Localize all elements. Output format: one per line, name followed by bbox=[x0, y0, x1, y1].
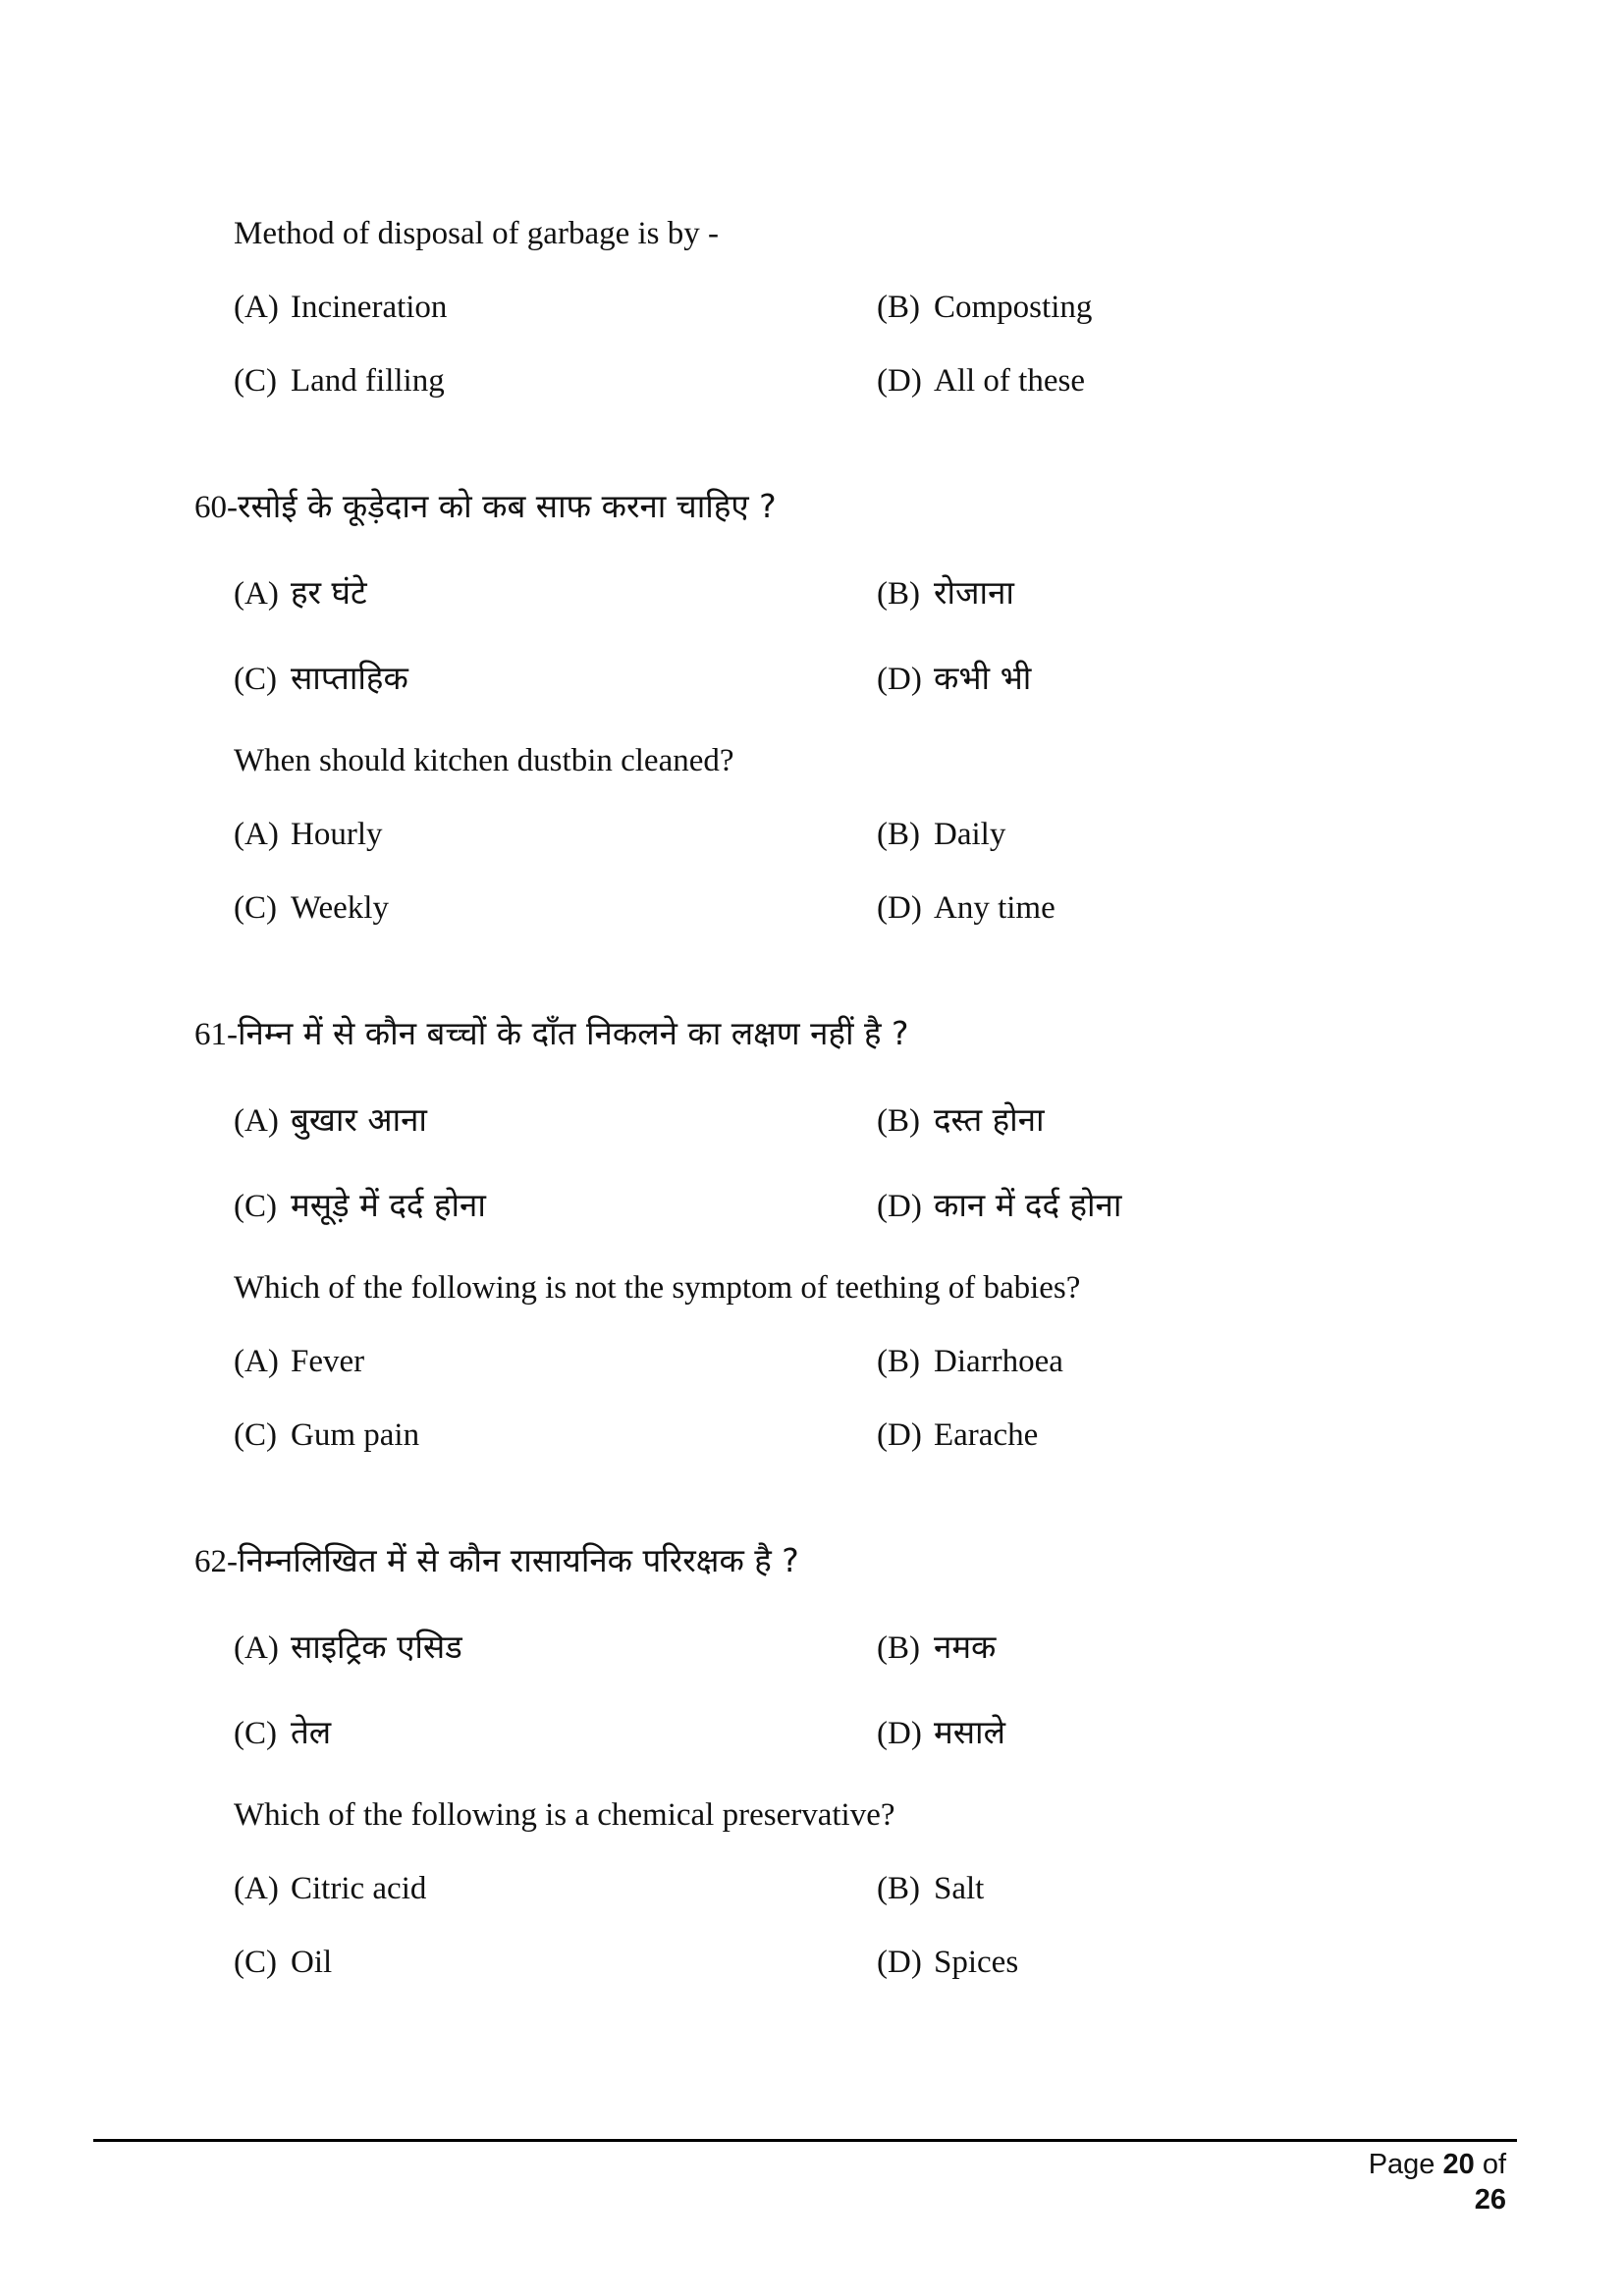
option-label: (B) bbox=[877, 1344, 920, 1379]
option-label: (C) bbox=[234, 890, 277, 926]
question-60-english-stem: When should kitchen dustbin cleaned? bbox=[234, 743, 734, 778]
option-text: मसूड़े में दर्द होना bbox=[291, 1186, 486, 1224]
option-label: (D) bbox=[877, 363, 922, 399]
q62-option-c-hindi bbox=[234, 1713, 331, 1753]
option-label: (C) bbox=[234, 1417, 277, 1453]
page-word: Page bbox=[1368, 2149, 1435, 2180]
option-text: Salt bbox=[934, 1871, 985, 1906]
question-62-hindi-stem bbox=[194, 1541, 799, 1581]
q62-option-d-hindi bbox=[877, 1713, 1005, 1753]
option-text: Weekly bbox=[291, 890, 389, 926]
question-59-english-stem: Method of disposal of garbage is by - bbox=[234, 216, 719, 251]
q62-option-d-english bbox=[877, 1943, 1018, 1982]
q60-option-a-english bbox=[234, 815, 383, 854]
option-label: (C) bbox=[234, 1189, 277, 1224]
q61-option-b-english bbox=[877, 1342, 1063, 1381]
q61-option-a-english bbox=[234, 1342, 364, 1381]
q61-option-d-hindi bbox=[877, 1186, 1121, 1226]
q60-option-d-hindi bbox=[877, 659, 1031, 699]
q60-option-d-english bbox=[877, 888, 1056, 928]
question-number: 61- bbox=[194, 1017, 238, 1052]
question-number: 60- bbox=[194, 490, 238, 525]
option-text: साइट्रिक एसिड bbox=[291, 1628, 462, 1666]
question-60-hindi-stem bbox=[194, 487, 777, 527]
option-text: बुखार आना bbox=[291, 1100, 427, 1139]
option-text: हर घंटे bbox=[291, 573, 367, 612]
question-text: निम्न में से कौन बच्चों के दाँत निकलने का लक्षण नहीं है ? bbox=[238, 1014, 909, 1052]
option-label: (A) bbox=[234, 1630, 279, 1666]
option-label: (A) bbox=[234, 576, 279, 612]
option-label: (D) bbox=[877, 662, 922, 697]
total-pages: 26 bbox=[1474, 2184, 1506, 2216]
q62-option-a-hindi bbox=[234, 1628, 462, 1668]
option-text: Daily bbox=[934, 817, 1006, 852]
option-label: (D) bbox=[877, 1716, 922, 1751]
option-text: Spices bbox=[934, 1945, 1019, 1980]
option-label: (A) bbox=[234, 1871, 279, 1906]
option-label: (B) bbox=[877, 1630, 920, 1666]
of-word: of bbox=[1482, 2149, 1506, 2180]
option-text: दस्त होना bbox=[934, 1100, 1045, 1139]
question-text: रसोई के कूड़ेदान को कब साफ करना चाहिए ? bbox=[238, 487, 777, 525]
q61-option-c-hindi bbox=[234, 1186, 486, 1226]
option-text: Gum pain bbox=[291, 1417, 420, 1453]
q60-option-b-hindi bbox=[877, 573, 1014, 614]
option-label: (B) bbox=[877, 817, 920, 852]
q60-option-c-hindi bbox=[234, 659, 408, 699]
option-label: (A) bbox=[234, 817, 279, 852]
option-text: Fever bbox=[291, 1344, 365, 1379]
q60-option-c-english bbox=[234, 888, 389, 928]
option-text: Composting bbox=[934, 290, 1093, 325]
q59-option-d-english bbox=[877, 361, 1085, 400]
option-text: रोजाना bbox=[934, 573, 1014, 612]
option-label: (C) bbox=[234, 363, 277, 399]
q62-option-b-english bbox=[877, 1869, 984, 1908]
option-text: कान में दर्द होना bbox=[934, 1186, 1122, 1224]
option-text: Diarrhoea bbox=[934, 1344, 1063, 1379]
option-label: (A) bbox=[234, 1344, 279, 1379]
q62-option-b-hindi bbox=[877, 1628, 996, 1668]
option-text: Incineration bbox=[291, 290, 448, 325]
q61-option-d-english bbox=[877, 1415, 1038, 1455]
question-61-english-stem: Which of the following is not the symptom of teething of babies? bbox=[234, 1270, 1081, 1306]
q62-option-a-english bbox=[234, 1869, 426, 1908]
option-text: साप्ताहिक bbox=[291, 659, 408, 697]
option-label: (C) bbox=[234, 1716, 277, 1751]
q61-option-b-hindi bbox=[877, 1100, 1045, 1141]
question-number: 62- bbox=[194, 1544, 238, 1579]
option-text: कभी भी bbox=[934, 659, 1032, 697]
option-label: (D) bbox=[877, 1417, 922, 1453]
q60-option-a-hindi bbox=[234, 573, 367, 614]
option-label: (D) bbox=[877, 1189, 922, 1224]
question-61-hindi-stem bbox=[194, 1014, 909, 1054]
option-label: (C) bbox=[234, 662, 277, 697]
q60-option-b-english bbox=[877, 815, 1005, 854]
option-text: All of these bbox=[934, 363, 1085, 399]
option-label: (C) bbox=[234, 1945, 277, 1980]
question-62-english-stem: Which of the following is a chemical preservative? bbox=[234, 1797, 895, 1833]
option-label: (A) bbox=[234, 290, 279, 325]
option-label: (B) bbox=[877, 1103, 920, 1139]
option-label: (A) bbox=[234, 1103, 279, 1139]
question-text: निम्नलिखित में से कौन रासायनिक परिरक्षक है ? bbox=[238, 1541, 799, 1579]
current-page: 20 bbox=[1442, 2149, 1475, 2180]
page-number bbox=[1335, 2147, 1506, 2217]
q59-option-c-english bbox=[234, 361, 445, 400]
q59-option-b-english bbox=[877, 288, 1092, 327]
option-label: (B) bbox=[877, 1871, 920, 1906]
option-text: Land filling bbox=[291, 363, 445, 399]
option-label: (D) bbox=[877, 1945, 922, 1980]
q59-option-a-english bbox=[234, 288, 447, 327]
option-text: Hourly bbox=[291, 817, 383, 852]
option-text: मसाले bbox=[934, 1713, 1005, 1751]
q61-option-c-english bbox=[234, 1415, 419, 1455]
option-text: Earache bbox=[934, 1417, 1039, 1453]
q61-option-a-hindi bbox=[234, 1100, 427, 1141]
q62-option-c-english bbox=[234, 1943, 332, 1982]
option-label: (D) bbox=[877, 890, 922, 926]
option-text: Citric acid bbox=[291, 1871, 427, 1906]
option-text: Oil bbox=[291, 1945, 333, 1980]
option-text: नमक bbox=[934, 1628, 997, 1666]
footer-divider bbox=[93, 2139, 1517, 2142]
option-label: (B) bbox=[877, 576, 920, 612]
option-text: Any time bbox=[934, 890, 1056, 926]
option-label: (B) bbox=[877, 290, 920, 325]
option-text: तेल bbox=[291, 1713, 332, 1751]
